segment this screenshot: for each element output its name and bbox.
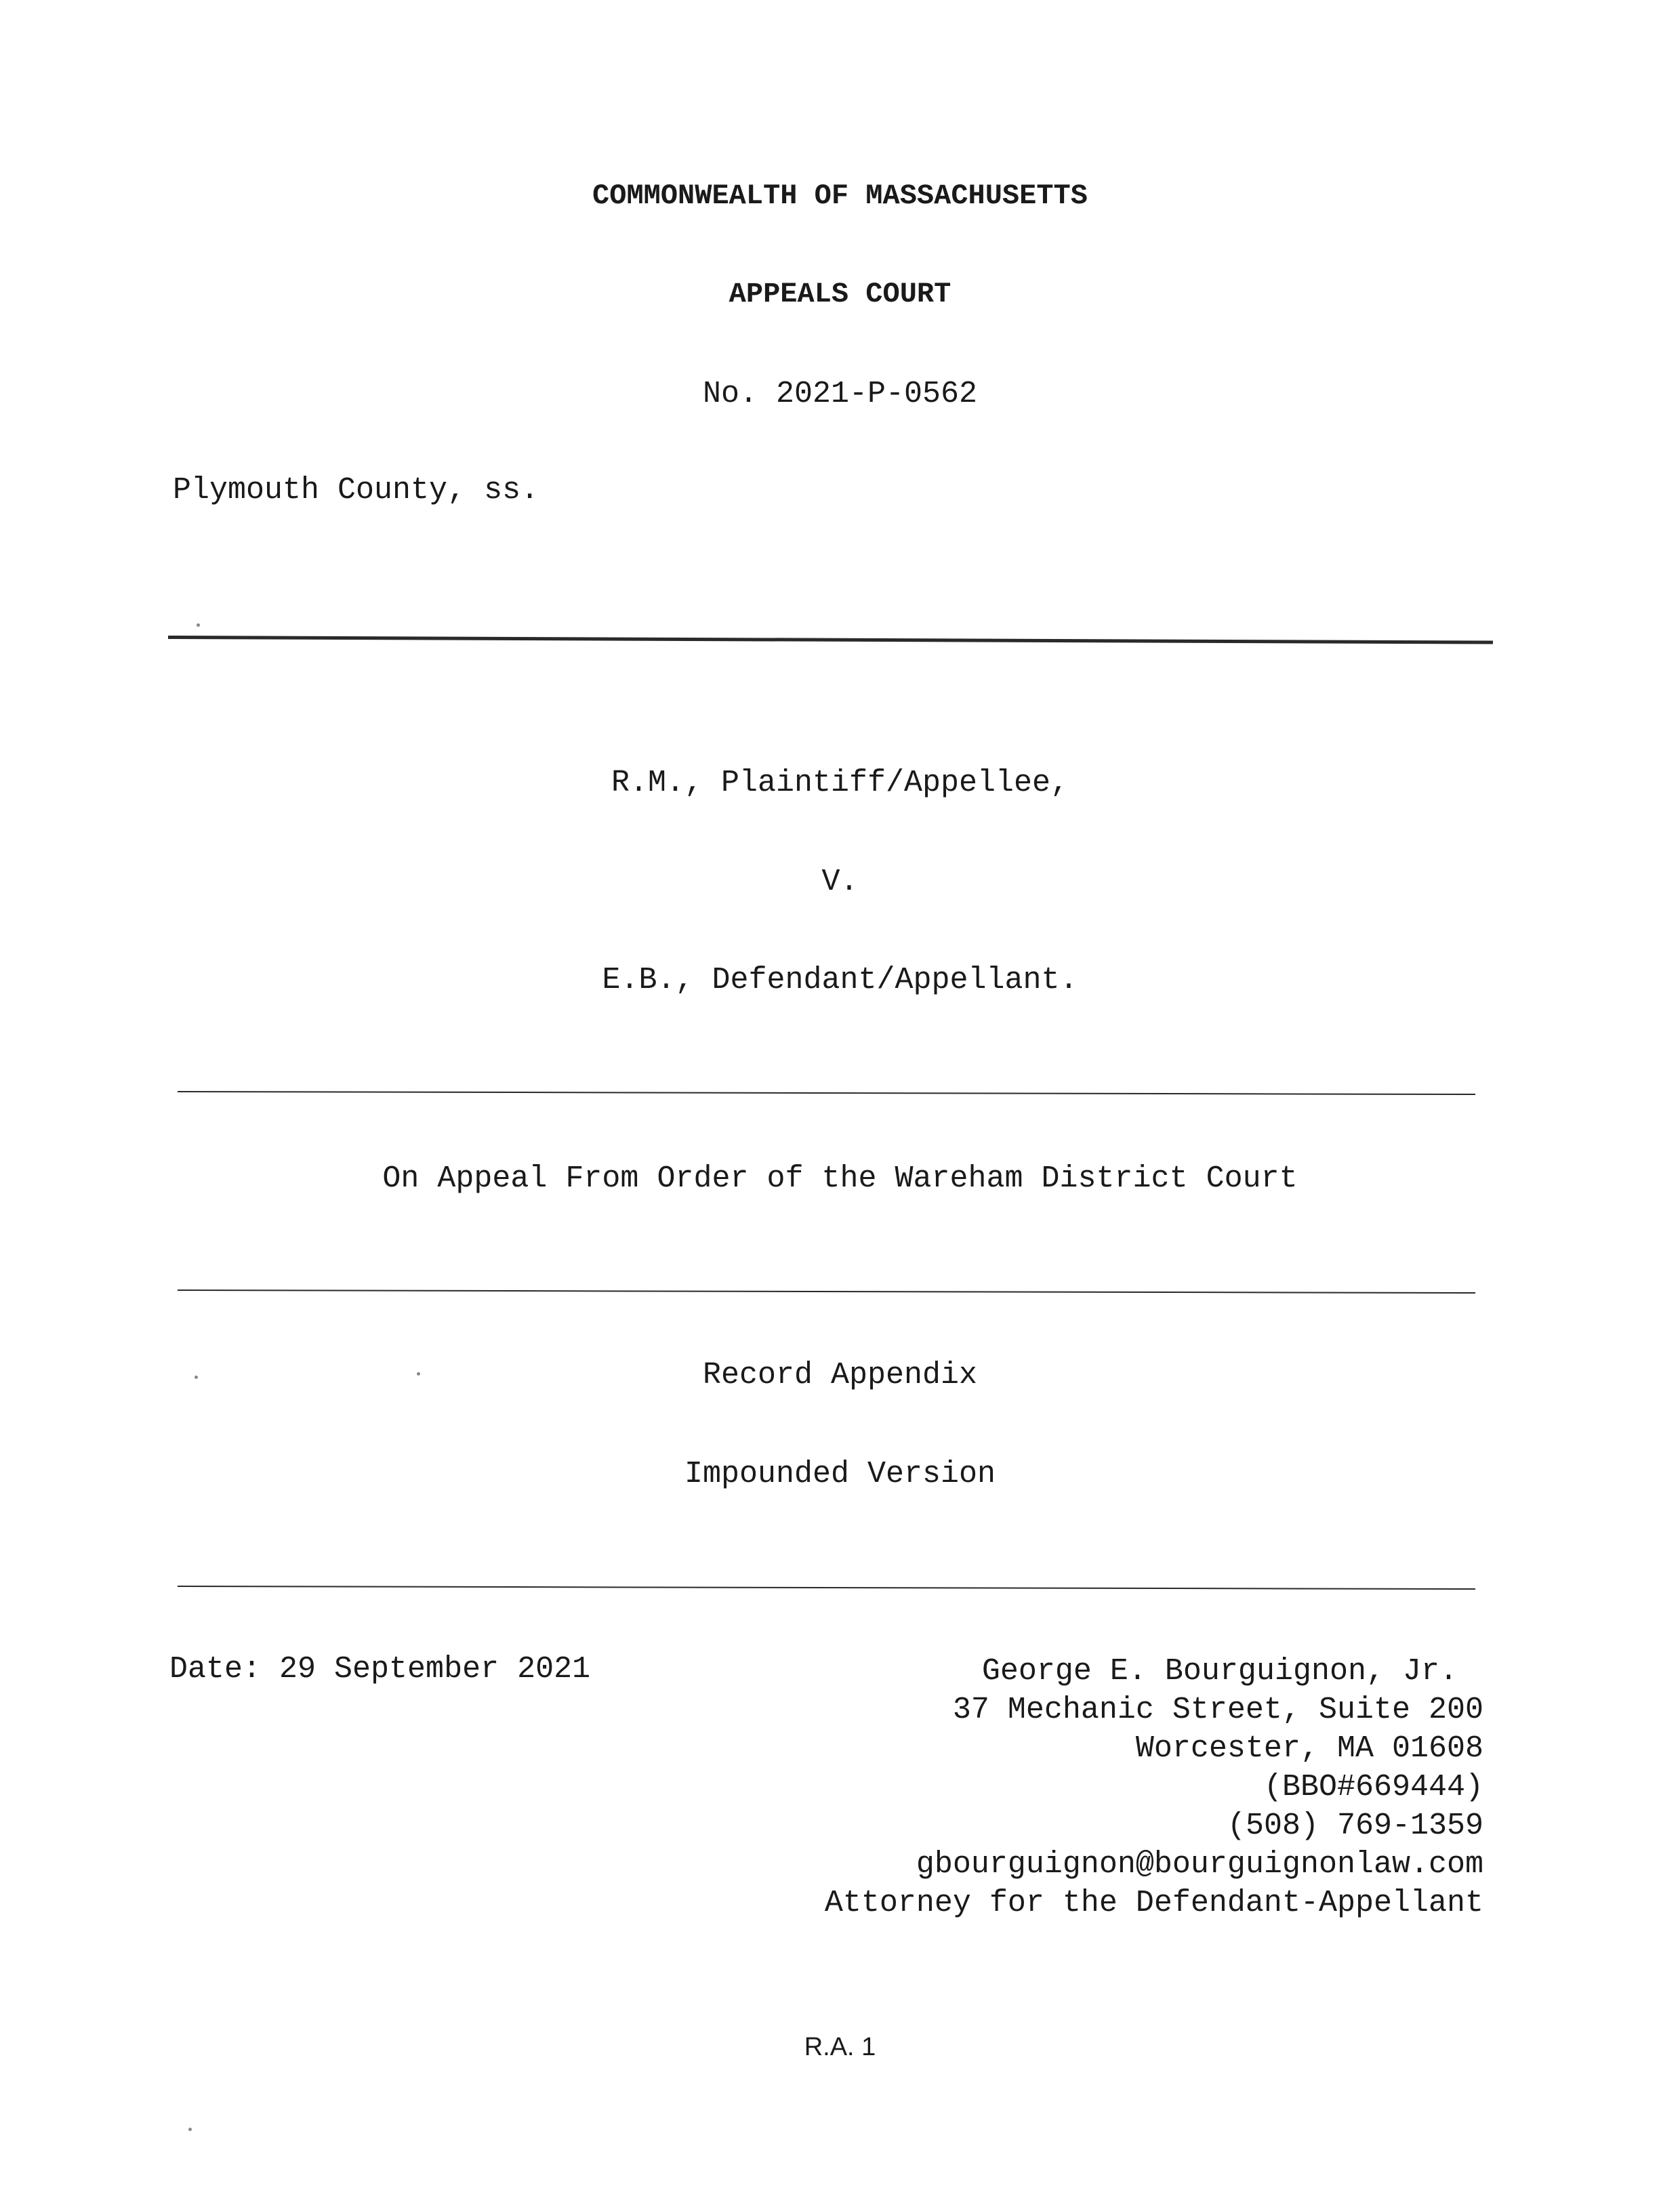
scan-speck	[194, 1376, 198, 1379]
divider-2	[178, 1289, 1475, 1294]
attorney-email: gbourguignon@bourguignonlaw.com	[916, 1847, 1483, 1882]
scan-speck	[417, 1372, 420, 1376]
defendant-line: E.B., Defendant/Appellant.	[602, 963, 1078, 997]
attorney-bbo-number: (BBO#669444)	[1263, 1770, 1483, 1804]
attorney-role: Attorney for the Defendant-Appellant	[824, 1886, 1483, 1920]
appeal-description: On Appeal From Order of the Wareham District Court	[382, 1161, 1298, 1196]
jurisdiction-heading: COMMONWEALTH OF MASSACHUSETTS	[592, 180, 1088, 212]
plaintiff-line: R.M., Plaintiff/Appellee,	[611, 766, 1069, 800]
attorney-signature-block	[825, 1652, 1483, 1922]
docket-number: No. 2021-P-0562	[702, 377, 978, 411]
attorney-name: George E. Bourguignon, Jr.	[981, 1654, 1458, 1689]
divider-1	[178, 1091, 1475, 1095]
attorney-phone: (508) 769-1359	[1227, 1809, 1483, 1843]
divider-3	[178, 1586, 1475, 1590]
scan-speck	[188, 2128, 192, 2131]
court-heading: APPEALS COURT	[729, 278, 951, 310]
heavy-divider	[168, 636, 1493, 644]
document-version: Impounded Version	[684, 1457, 996, 1491]
filing-date: Date: 29 September 2021	[169, 1652, 591, 1687]
page-label: R.A. 1	[804, 2033, 876, 2061]
scan-speck	[197, 623, 200, 627]
attorney-address-line-2: Worcester, MA 01608	[1135, 1731, 1483, 1766]
versus-line: V.	[821, 865, 859, 899]
attorney-address-line-1: 37 Mechanic Street, Suite 200	[952, 1693, 1483, 1727]
county-label: Plymouth County, ss.	[173, 473, 539, 508]
document-title: Record Appendix	[702, 1358, 978, 1392]
